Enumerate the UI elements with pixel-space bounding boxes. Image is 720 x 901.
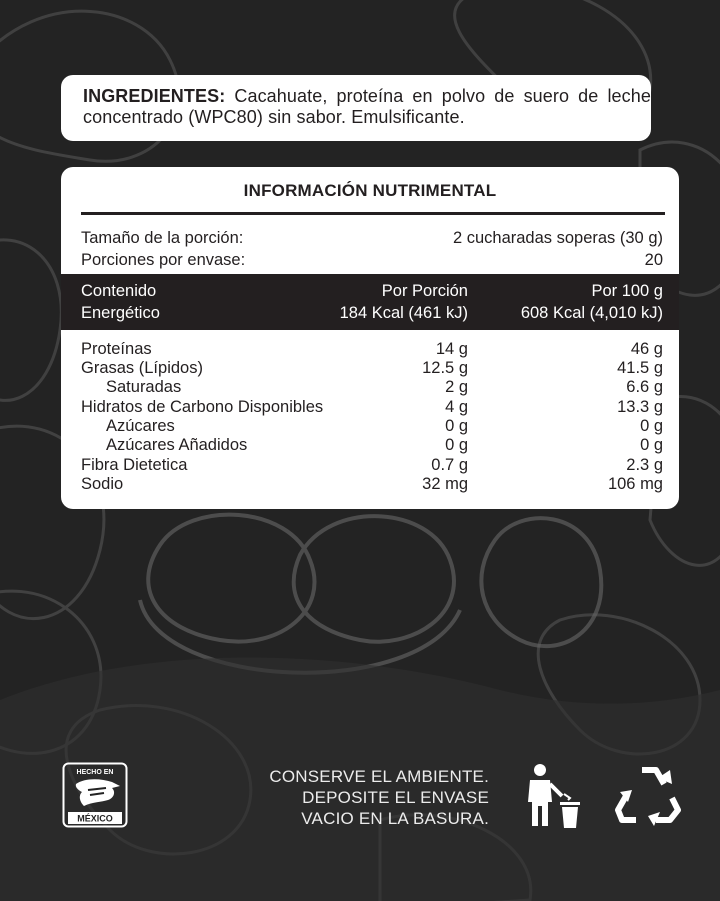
servings-per-container-row: [81, 250, 663, 270]
disposal-message: [231, 766, 489, 829]
serving-size-label: Tamaño de la porción:: [81, 229, 244, 247]
nutrient-label: Saturadas: [106, 378, 182, 396]
nutrient-per-serving: 4 g: [445, 398, 468, 416]
ingredients-card: [61, 75, 651, 141]
nutrient-label: Grasas (Lípidos): [81, 359, 203, 377]
nutrient-per-serving: 14 g: [435, 340, 468, 358]
nutrient-row-carbohydrates: [81, 397, 663, 417]
energy-value-row: [81, 303, 663, 323]
nutrient-label: Azúcares Añadidos: [106, 436, 248, 454]
nutrient-row-fiber: [81, 455, 663, 475]
nutrient-per-100g: 41.5 g: [617, 359, 663, 377]
nutrient-per-100g: 0 g: [640, 417, 663, 435]
eagle-icon: [76, 779, 120, 806]
disposal-line-3: VACIO EN LA BASURA.: [301, 809, 489, 828]
per-100g-header: Por 100 g: [591, 282, 663, 300]
nutrient-row-fats: [81, 358, 663, 378]
nutrient-row-proteins: [81, 339, 663, 359]
nutrient-per-100g: 2.3 g: [626, 456, 663, 474]
nutrient-per-100g: 6.6 g: [626, 378, 663, 396]
nutrient-per-100g: 13.3 g: [617, 398, 663, 416]
energy-label-line1: Contenido: [81, 282, 157, 300]
nutrient-label: Fibra Dietetica: [81, 456, 188, 474]
nutrient-per-100g: 0 g: [640, 436, 663, 454]
person-trash-icon: [520, 762, 584, 828]
title-divider: [81, 212, 665, 215]
ingredients-text: [83, 86, 651, 128]
nutrient-per-serving: 2 g: [445, 378, 468, 396]
nutrient-row-saturated: [81, 377, 663, 397]
energy-band: [61, 274, 679, 330]
nutrient-label: Proteínas: [81, 340, 152, 358]
nutrient-label: Sodio: [81, 475, 124, 493]
energy-per-100g: 608 Kcal (4,010 kJ): [520, 304, 663, 322]
energy-header-row: [81, 281, 663, 301]
nutrient-per-100g: 106 mg: [607, 475, 663, 493]
recycle-icon: [614, 762, 684, 828]
nutrient-row-sodium: [81, 474, 663, 494]
logo-top-text: HECHO EN: [76, 769, 114, 776]
nutrient-per-100g: 46 g: [630, 340, 663, 358]
logo-bottom-text: MÉXICO: [77, 813, 113, 824]
servings-label: Porciones por envase:: [81, 251, 246, 269]
nutrient-label: Hidratos de Carbono Disponibles: [81, 398, 324, 416]
per-serving-header: Por Porción: [381, 282, 468, 300]
hecho-en-mexico-logo: [62, 762, 128, 828]
servings-value: 20: [644, 251, 663, 269]
energy-per-serving: 184 Kcal (461 kJ): [339, 304, 468, 322]
nutrient-per-serving: 0.7 g: [431, 456, 468, 474]
serving-size-value: 2 cucharadas soperas (30 g): [452, 229, 663, 247]
disposal-line-1: CONSERVE EL AMBIENTE.: [269, 767, 489, 786]
nutrient-row-sugars: [81, 416, 663, 436]
nutrient-row-added-sugars: [81, 435, 663, 455]
nutrient-per-serving: 0 g: [445, 417, 468, 435]
energy-label-line2: Energético: [81, 304, 160, 322]
nutrient-per-serving: 0 g: [445, 436, 468, 454]
nutrient-per-serving: 12.5 g: [422, 359, 468, 377]
disposal-line-2: DEPOSITE EL ENVASE: [302, 788, 489, 807]
ingredients-list: Cacahuate, proteína en polvo de suero de leche concentrado (WPC80) sin sabor. Emulsificante.: [83, 86, 651, 127]
nutrition-title: INFORMACIÓN NUTRIMENTAL: [243, 181, 497, 200]
nutrient-per-serving: 32 mg: [422, 475, 468, 493]
nutrient-label: Azúcares: [106, 417, 175, 435]
serving-size-row: [81, 228, 663, 248]
ingredients-label: INGREDIENTES:: [83, 86, 226, 106]
nutrition-facts-card: [61, 167, 679, 509]
